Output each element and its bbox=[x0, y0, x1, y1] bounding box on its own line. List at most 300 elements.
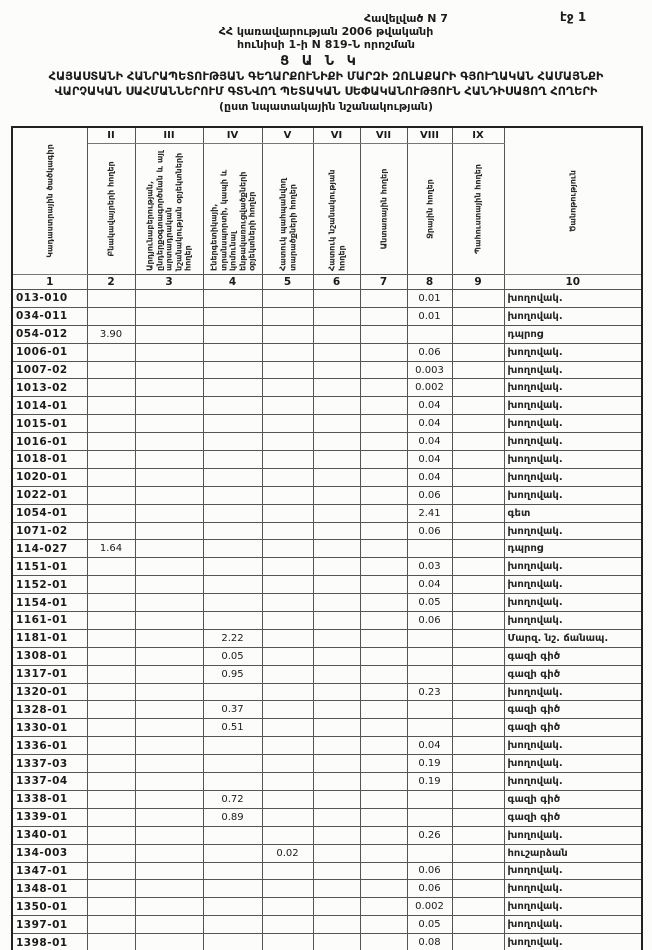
row-value-cell bbox=[87, 558, 135, 576]
cadastral-code-label: Կադաստրային ծածկագիր bbox=[45, 144, 54, 258]
row-value-cell: 0.23 bbox=[407, 683, 452, 701]
row-value-cell bbox=[360, 647, 407, 665]
row-code-cell: 1007-02 bbox=[12, 361, 87, 379]
row-code-cell: 1154-01 bbox=[12, 594, 87, 612]
row-code-cell: 1397-01 bbox=[12, 916, 87, 934]
col-num-10: 10 bbox=[504, 275, 642, 290]
row-value-cell bbox=[203, 862, 262, 880]
row-value-cell bbox=[262, 880, 313, 898]
row-value-cell bbox=[87, 916, 135, 934]
row-note-cell: խողովակ. bbox=[504, 755, 642, 773]
row-note-cell: խողովակ. bbox=[504, 612, 642, 630]
table-row bbox=[12, 773, 642, 791]
row-value-cell bbox=[203, 361, 262, 379]
row-value-cell bbox=[135, 307, 203, 325]
row-code-cell: 114-027 bbox=[12, 540, 87, 558]
row-value-cell bbox=[407, 647, 452, 665]
row-value-cell: 0.05 bbox=[407, 594, 452, 612]
row-value-cell bbox=[203, 343, 262, 361]
row-value-cell bbox=[135, 594, 203, 612]
col-num-9: 9 bbox=[452, 275, 504, 290]
row-value-cell bbox=[360, 540, 407, 558]
row-value-cell bbox=[452, 629, 504, 647]
row-value-cell bbox=[360, 773, 407, 791]
row-value-cell bbox=[313, 486, 360, 504]
row-value-cell bbox=[452, 898, 504, 916]
col-num-3: 3 bbox=[135, 275, 203, 290]
row-code-cell: 1336-01 bbox=[12, 737, 87, 755]
row-value-cell bbox=[203, 325, 262, 343]
table-row bbox=[12, 719, 642, 737]
row-value-cell bbox=[135, 683, 203, 701]
row-value-cell bbox=[452, 790, 504, 808]
row-value-cell bbox=[135, 433, 203, 451]
row-value-cell bbox=[313, 916, 360, 934]
row-value-cell bbox=[452, 558, 504, 576]
row-value-cell bbox=[360, 558, 407, 576]
row-note-cell: գազի գիծ bbox=[504, 790, 642, 808]
row-value-cell bbox=[135, 629, 203, 647]
row-code-cell: 1320-01 bbox=[12, 683, 87, 701]
row-value-cell bbox=[360, 451, 407, 469]
row-value-cell bbox=[452, 433, 504, 451]
row-value-cell bbox=[452, 665, 504, 683]
note-label: Ծանոթություն bbox=[568, 170, 577, 232]
row-value-cell: 0.08 bbox=[407, 934, 452, 950]
row-value-cell bbox=[360, 307, 407, 325]
table-body bbox=[12, 290, 642, 950]
row-value-cell bbox=[452, 379, 504, 397]
row-note-cell: խողովակ. bbox=[504, 683, 642, 701]
row-code-cell: 1013-02 bbox=[12, 379, 87, 397]
row-value-cell bbox=[262, 701, 313, 719]
row-code-cell: 054-012 bbox=[12, 325, 87, 343]
column-number-row bbox=[12, 275, 642, 290]
header-water-lands: Ջրային հողեր bbox=[407, 144, 452, 275]
row-value-cell bbox=[313, 665, 360, 683]
row-value-cell bbox=[313, 451, 360, 469]
row-note-cell: գետ bbox=[504, 504, 642, 522]
row-value-cell bbox=[452, 647, 504, 665]
row-value-cell bbox=[135, 612, 203, 630]
document-subtitle-2: ՎԱՐՉԱԿԱՆ ՍԱՀՄԱՆՆԵՐՈՒՄ ԳՏՆՎՈՂ ՊԵՏԱԿԱՆ ՍԵՓԱԿԱՆՈՒԹՅՈՒՆ ՀԱՆԴԻՍԱՑՈՂ ՀՈՂԵՐԻ bbox=[54, 85, 598, 98]
row-value-cell bbox=[360, 880, 407, 898]
row-value-cell bbox=[313, 576, 360, 594]
table-row bbox=[12, 486, 642, 504]
row-value-cell bbox=[87, 361, 135, 379]
row-value-cell bbox=[313, 290, 360, 308]
row-value-cell bbox=[135, 862, 203, 880]
table-row bbox=[12, 826, 642, 844]
row-value-cell bbox=[135, 290, 203, 308]
row-code-cell: 1022-01 bbox=[12, 486, 87, 504]
row-value-cell bbox=[87, 683, 135, 701]
row-value-cell bbox=[360, 755, 407, 773]
row-value-cell bbox=[87, 486, 135, 504]
row-value-cell bbox=[452, 415, 504, 433]
row-value-cell bbox=[360, 898, 407, 916]
row-note-cell: խողովակ. bbox=[504, 934, 642, 950]
row-value-cell bbox=[313, 522, 360, 540]
row-value-cell bbox=[407, 719, 452, 737]
row-value-cell bbox=[262, 629, 313, 647]
table-row bbox=[12, 665, 642, 683]
row-value-cell bbox=[452, 343, 504, 361]
table-row bbox=[12, 379, 642, 397]
row-code-cell: 1151-01 bbox=[12, 558, 87, 576]
row-value-cell: 0.03 bbox=[407, 558, 452, 576]
row-value-cell bbox=[262, 737, 313, 755]
row-value-cell bbox=[262, 719, 313, 737]
row-value-cell bbox=[452, 844, 504, 862]
row-code-cell: 1348-01 bbox=[12, 880, 87, 898]
row-value-cell bbox=[360, 594, 407, 612]
row-value-cell bbox=[262, 683, 313, 701]
row-value-cell bbox=[262, 361, 313, 379]
header-industrial-lands: Արդյունաբերության, ընդերքօգտագործման և այլ արտադրական նշանակության օբյեկտների հողեր bbox=[135, 144, 203, 275]
row-code-cell: 034-011 bbox=[12, 307, 87, 325]
col-num-6: 6 bbox=[313, 275, 360, 290]
appendix-title: Հավելված N 7 bbox=[364, 12, 448, 25]
table-row bbox=[12, 594, 642, 612]
row-value-cell bbox=[452, 612, 504, 630]
row-code-cell: 1337-04 bbox=[12, 773, 87, 791]
row-value-cell: 0.72 bbox=[203, 790, 262, 808]
row-value-cell bbox=[313, 325, 360, 343]
row-value-cell bbox=[135, 665, 203, 683]
row-value-cell bbox=[313, 880, 360, 898]
row-note-cell: դպրոց bbox=[504, 540, 642, 558]
row-value-cell bbox=[360, 486, 407, 504]
row-note-cell: խողովակ. bbox=[504, 451, 642, 469]
row-value-cell bbox=[360, 433, 407, 451]
row-value-cell bbox=[87, 397, 135, 415]
row-value-cell bbox=[262, 433, 313, 451]
row-value-cell bbox=[87, 522, 135, 540]
row-value-cell: 0.06 bbox=[407, 612, 452, 630]
row-code-cell: 1347-01 bbox=[12, 862, 87, 880]
document-title: Ց Ա Ն Կ bbox=[280, 54, 360, 69]
row-code-cell: 1330-01 bbox=[12, 719, 87, 737]
table-row bbox=[12, 737, 642, 755]
row-value-cell bbox=[203, 594, 262, 612]
header-note bbox=[504, 127, 642, 275]
row-value-cell: 0.04 bbox=[407, 451, 452, 469]
row-value-cell bbox=[203, 522, 262, 540]
row-value-cell bbox=[313, 647, 360, 665]
row-value-cell bbox=[135, 540, 203, 558]
table-row bbox=[12, 325, 642, 343]
row-value-cell bbox=[407, 701, 452, 719]
table-row bbox=[12, 397, 642, 415]
row-value-cell bbox=[135, 325, 203, 343]
row-value-cell bbox=[360, 934, 407, 950]
row-value-cell: 0.05 bbox=[203, 647, 262, 665]
row-value-cell: 0.89 bbox=[203, 808, 262, 826]
row-value-cell bbox=[203, 433, 262, 451]
row-value-cell bbox=[360, 916, 407, 934]
row-value-cell bbox=[313, 844, 360, 862]
row-value-cell bbox=[360, 701, 407, 719]
row-value-cell bbox=[407, 808, 452, 826]
row-value-cell: 0.19 bbox=[407, 773, 452, 791]
row-value-cell bbox=[360, 290, 407, 308]
row-note-cell: գազի գիծ bbox=[504, 808, 642, 826]
row-value-cell bbox=[313, 898, 360, 916]
row-value-cell bbox=[360, 468, 407, 486]
table-row bbox=[12, 576, 642, 594]
row-code-cell: 1337-03 bbox=[12, 755, 87, 773]
row-value-cell bbox=[135, 343, 203, 361]
row-value-cell bbox=[135, 790, 203, 808]
header-forest-lands: Անտառային հողեր bbox=[360, 144, 407, 275]
row-value-cell bbox=[135, 719, 203, 737]
row-code-cell: 1006-01 bbox=[12, 343, 87, 361]
row-value-cell bbox=[262, 755, 313, 773]
row-value-cell bbox=[87, 307, 135, 325]
row-value-cell bbox=[360, 719, 407, 737]
page-number-label: էջ 1 bbox=[560, 10, 587, 24]
row-value-cell: 0.06 bbox=[407, 522, 452, 540]
row-value-cell bbox=[262, 594, 313, 612]
row-value-cell bbox=[313, 540, 360, 558]
row-value-cell bbox=[203, 683, 262, 701]
row-value-cell bbox=[262, 343, 313, 361]
row-value-cell bbox=[313, 701, 360, 719]
row-value-cell bbox=[360, 522, 407, 540]
col-num-1: 1 bbox=[12, 275, 87, 290]
row-note-cell: գազի գիծ bbox=[504, 647, 642, 665]
roman-ii: II bbox=[87, 127, 135, 144]
row-note-cell: դպրոց bbox=[504, 325, 642, 343]
row-code-cell: 1398-01 bbox=[12, 934, 87, 950]
row-value-cell bbox=[313, 862, 360, 880]
row-value-cell bbox=[360, 397, 407, 415]
row-value-cell: 0.04 bbox=[407, 576, 452, 594]
row-value-cell bbox=[452, 576, 504, 594]
row-value-cell bbox=[313, 468, 360, 486]
row-value-cell: 0.01 bbox=[407, 307, 452, 325]
row-note-cell: գազի գիծ bbox=[504, 719, 642, 737]
row-value-cell bbox=[87, 826, 135, 844]
row-value-cell bbox=[452, 290, 504, 308]
row-value-cell bbox=[87, 433, 135, 451]
row-code-cell: 1340-01 bbox=[12, 826, 87, 844]
row-note-cell: խողովակ. bbox=[504, 576, 642, 594]
row-code-cell: 1015-01 bbox=[12, 415, 87, 433]
row-note-cell: խողովակ. bbox=[504, 307, 642, 325]
row-value-cell bbox=[135, 504, 203, 522]
row-code-cell: 1071-02 bbox=[12, 522, 87, 540]
table-row bbox=[12, 701, 642, 719]
row-value-cell bbox=[262, 558, 313, 576]
row-value-cell: 0.26 bbox=[407, 826, 452, 844]
row-value-cell bbox=[135, 844, 203, 862]
roman-v: V bbox=[262, 127, 313, 144]
row-value-cell bbox=[360, 343, 407, 361]
table-row bbox=[12, 755, 642, 773]
row-value-cell: 3.90 bbox=[87, 325, 135, 343]
row-value-cell bbox=[360, 737, 407, 755]
header-protected-lands: Հատուկ պահպանվող տարածքների հողեր bbox=[262, 144, 313, 275]
row-value-cell bbox=[135, 415, 203, 433]
row-value-cell bbox=[87, 773, 135, 791]
table-row bbox=[12, 647, 642, 665]
row-value-cell bbox=[360, 361, 407, 379]
row-code-cell: 1339-01 bbox=[12, 808, 87, 826]
row-value-cell bbox=[452, 361, 504, 379]
row-value-cell bbox=[313, 719, 360, 737]
row-value-cell bbox=[87, 647, 135, 665]
row-code-cell: 1308-01 bbox=[12, 647, 87, 665]
row-value-cell bbox=[360, 325, 407, 343]
row-value-cell bbox=[360, 844, 407, 862]
row-value-cell bbox=[262, 540, 313, 558]
row-note-cell: խողովակ. bbox=[504, 558, 642, 576]
row-value-cell bbox=[313, 504, 360, 522]
row-value-cell: 0.04 bbox=[407, 415, 452, 433]
row-note-cell: խողովակ. bbox=[504, 468, 642, 486]
row-value-cell bbox=[360, 415, 407, 433]
row-value-cell bbox=[452, 701, 504, 719]
row-value-cell bbox=[87, 290, 135, 308]
col-num-5: 5 bbox=[262, 275, 313, 290]
row-value-cell bbox=[360, 808, 407, 826]
row-value-cell bbox=[262, 307, 313, 325]
row-value-cell: 0.95 bbox=[203, 665, 262, 683]
row-value-cell bbox=[203, 540, 262, 558]
row-value-cell bbox=[262, 397, 313, 415]
row-value-cell bbox=[262, 415, 313, 433]
row-value-cell: 0.19 bbox=[407, 755, 452, 773]
row-value-cell bbox=[135, 558, 203, 576]
row-value-cell bbox=[313, 737, 360, 755]
row-value-cell bbox=[452, 504, 504, 522]
row-value-cell bbox=[452, 934, 504, 950]
row-value-cell bbox=[452, 307, 504, 325]
table-row bbox=[12, 880, 642, 898]
row-value-cell bbox=[203, 576, 262, 594]
row-value-cell bbox=[203, 737, 262, 755]
row-code-cell: 013-010 bbox=[12, 290, 87, 308]
row-value-cell bbox=[135, 576, 203, 594]
row-value-cell bbox=[313, 934, 360, 950]
row-value-cell bbox=[203, 916, 262, 934]
row-value-cell: 0.06 bbox=[407, 880, 452, 898]
col-num-2: 2 bbox=[87, 275, 135, 290]
row-value-cell bbox=[203, 486, 262, 504]
table-row bbox=[12, 540, 642, 558]
row-value-cell bbox=[313, 379, 360, 397]
row-value-cell bbox=[452, 397, 504, 415]
row-value-cell bbox=[135, 379, 203, 397]
row-code-cell: 1016-01 bbox=[12, 433, 87, 451]
row-value-cell bbox=[135, 808, 203, 826]
row-note-cell: խողովակ. bbox=[504, 898, 642, 916]
row-value-cell bbox=[407, 540, 452, 558]
row-value-cell bbox=[262, 325, 313, 343]
row-value-cell bbox=[407, 844, 452, 862]
row-note-cell: խողովակ. bbox=[504, 522, 642, 540]
row-value-cell bbox=[452, 486, 504, 504]
row-value-cell bbox=[313, 307, 360, 325]
row-value-cell bbox=[87, 898, 135, 916]
row-value-cell bbox=[452, 683, 504, 701]
row-value-cell bbox=[262, 486, 313, 504]
row-note-cell: խողովակ. bbox=[504, 433, 642, 451]
table-row bbox=[12, 433, 642, 451]
row-value-cell bbox=[203, 755, 262, 773]
row-note-cell: խողովակ. bbox=[504, 773, 642, 791]
row-value-cell bbox=[135, 397, 203, 415]
row-value-cell bbox=[313, 612, 360, 630]
row-code-cell: 1328-01 bbox=[12, 701, 87, 719]
row-value-cell bbox=[452, 451, 504, 469]
row-code-cell: 1054-01 bbox=[12, 504, 87, 522]
row-value-cell bbox=[87, 719, 135, 737]
row-value-cell bbox=[203, 934, 262, 950]
row-value-cell bbox=[360, 862, 407, 880]
row-value-cell bbox=[452, 737, 504, 755]
row-value-cell bbox=[313, 397, 360, 415]
row-value-cell bbox=[87, 343, 135, 361]
row-value-cell bbox=[313, 343, 360, 361]
row-code-cell: 1317-01 bbox=[12, 665, 87, 683]
land-category-table bbox=[11, 126, 643, 950]
row-value-cell bbox=[313, 594, 360, 612]
roman-ix: IX bbox=[452, 127, 504, 144]
row-code-cell: 1338-01 bbox=[12, 790, 87, 808]
row-value-cell bbox=[262, 468, 313, 486]
row-value-cell: 0.37 bbox=[203, 701, 262, 719]
row-code-cell: 1018-01 bbox=[12, 451, 87, 469]
header-special-purpose-lands: Հատուկ նշանակության հողեր bbox=[313, 144, 360, 275]
row-value-cell bbox=[135, 773, 203, 791]
row-value-cell: 0.06 bbox=[407, 486, 452, 504]
row-value-cell bbox=[87, 576, 135, 594]
row-value-cell bbox=[360, 826, 407, 844]
row-value-cell: 0.02 bbox=[262, 844, 313, 862]
row-value-cell bbox=[135, 898, 203, 916]
table-row bbox=[12, 844, 642, 862]
row-value-cell bbox=[262, 808, 313, 826]
row-value-cell bbox=[87, 701, 135, 719]
row-value-cell: 0.51 bbox=[203, 719, 262, 737]
row-code-cell: 1181-01 bbox=[12, 629, 87, 647]
row-value-cell bbox=[452, 862, 504, 880]
row-value-cell bbox=[313, 433, 360, 451]
row-value-cell bbox=[360, 790, 407, 808]
row-value-cell bbox=[87, 737, 135, 755]
row-value-cell bbox=[262, 862, 313, 880]
document-subtitle-1: ՀԱՅԱՍՏԱՆԻ ՀԱՆՐԱՊԵՏՈՒԹՅԱՆ ԳԵՂԱՐՔՈՒՆԻՔԻ ՄԱՐԶԻ ԶՈԼԱՔԱՐԻ ԳՅՈՒՂԱԿԱՆ ՀԱՄԱՅՆՔԻ bbox=[48, 70, 604, 83]
row-value-cell bbox=[262, 934, 313, 950]
row-value-cell bbox=[135, 361, 203, 379]
row-value-cell bbox=[87, 594, 135, 612]
row-value-cell bbox=[203, 773, 262, 791]
roman-vii: VII bbox=[360, 127, 407, 144]
row-value-cell: 0.003 bbox=[407, 361, 452, 379]
row-value-cell bbox=[262, 379, 313, 397]
row-value-cell bbox=[87, 629, 135, 647]
row-value-cell: 0.04 bbox=[407, 397, 452, 415]
table-row bbox=[12, 898, 642, 916]
row-value-cell bbox=[262, 898, 313, 916]
row-value-cell bbox=[313, 755, 360, 773]
row-value-cell: 2.22 bbox=[203, 629, 262, 647]
row-value-cell bbox=[360, 665, 407, 683]
row-value-cell bbox=[203, 558, 262, 576]
